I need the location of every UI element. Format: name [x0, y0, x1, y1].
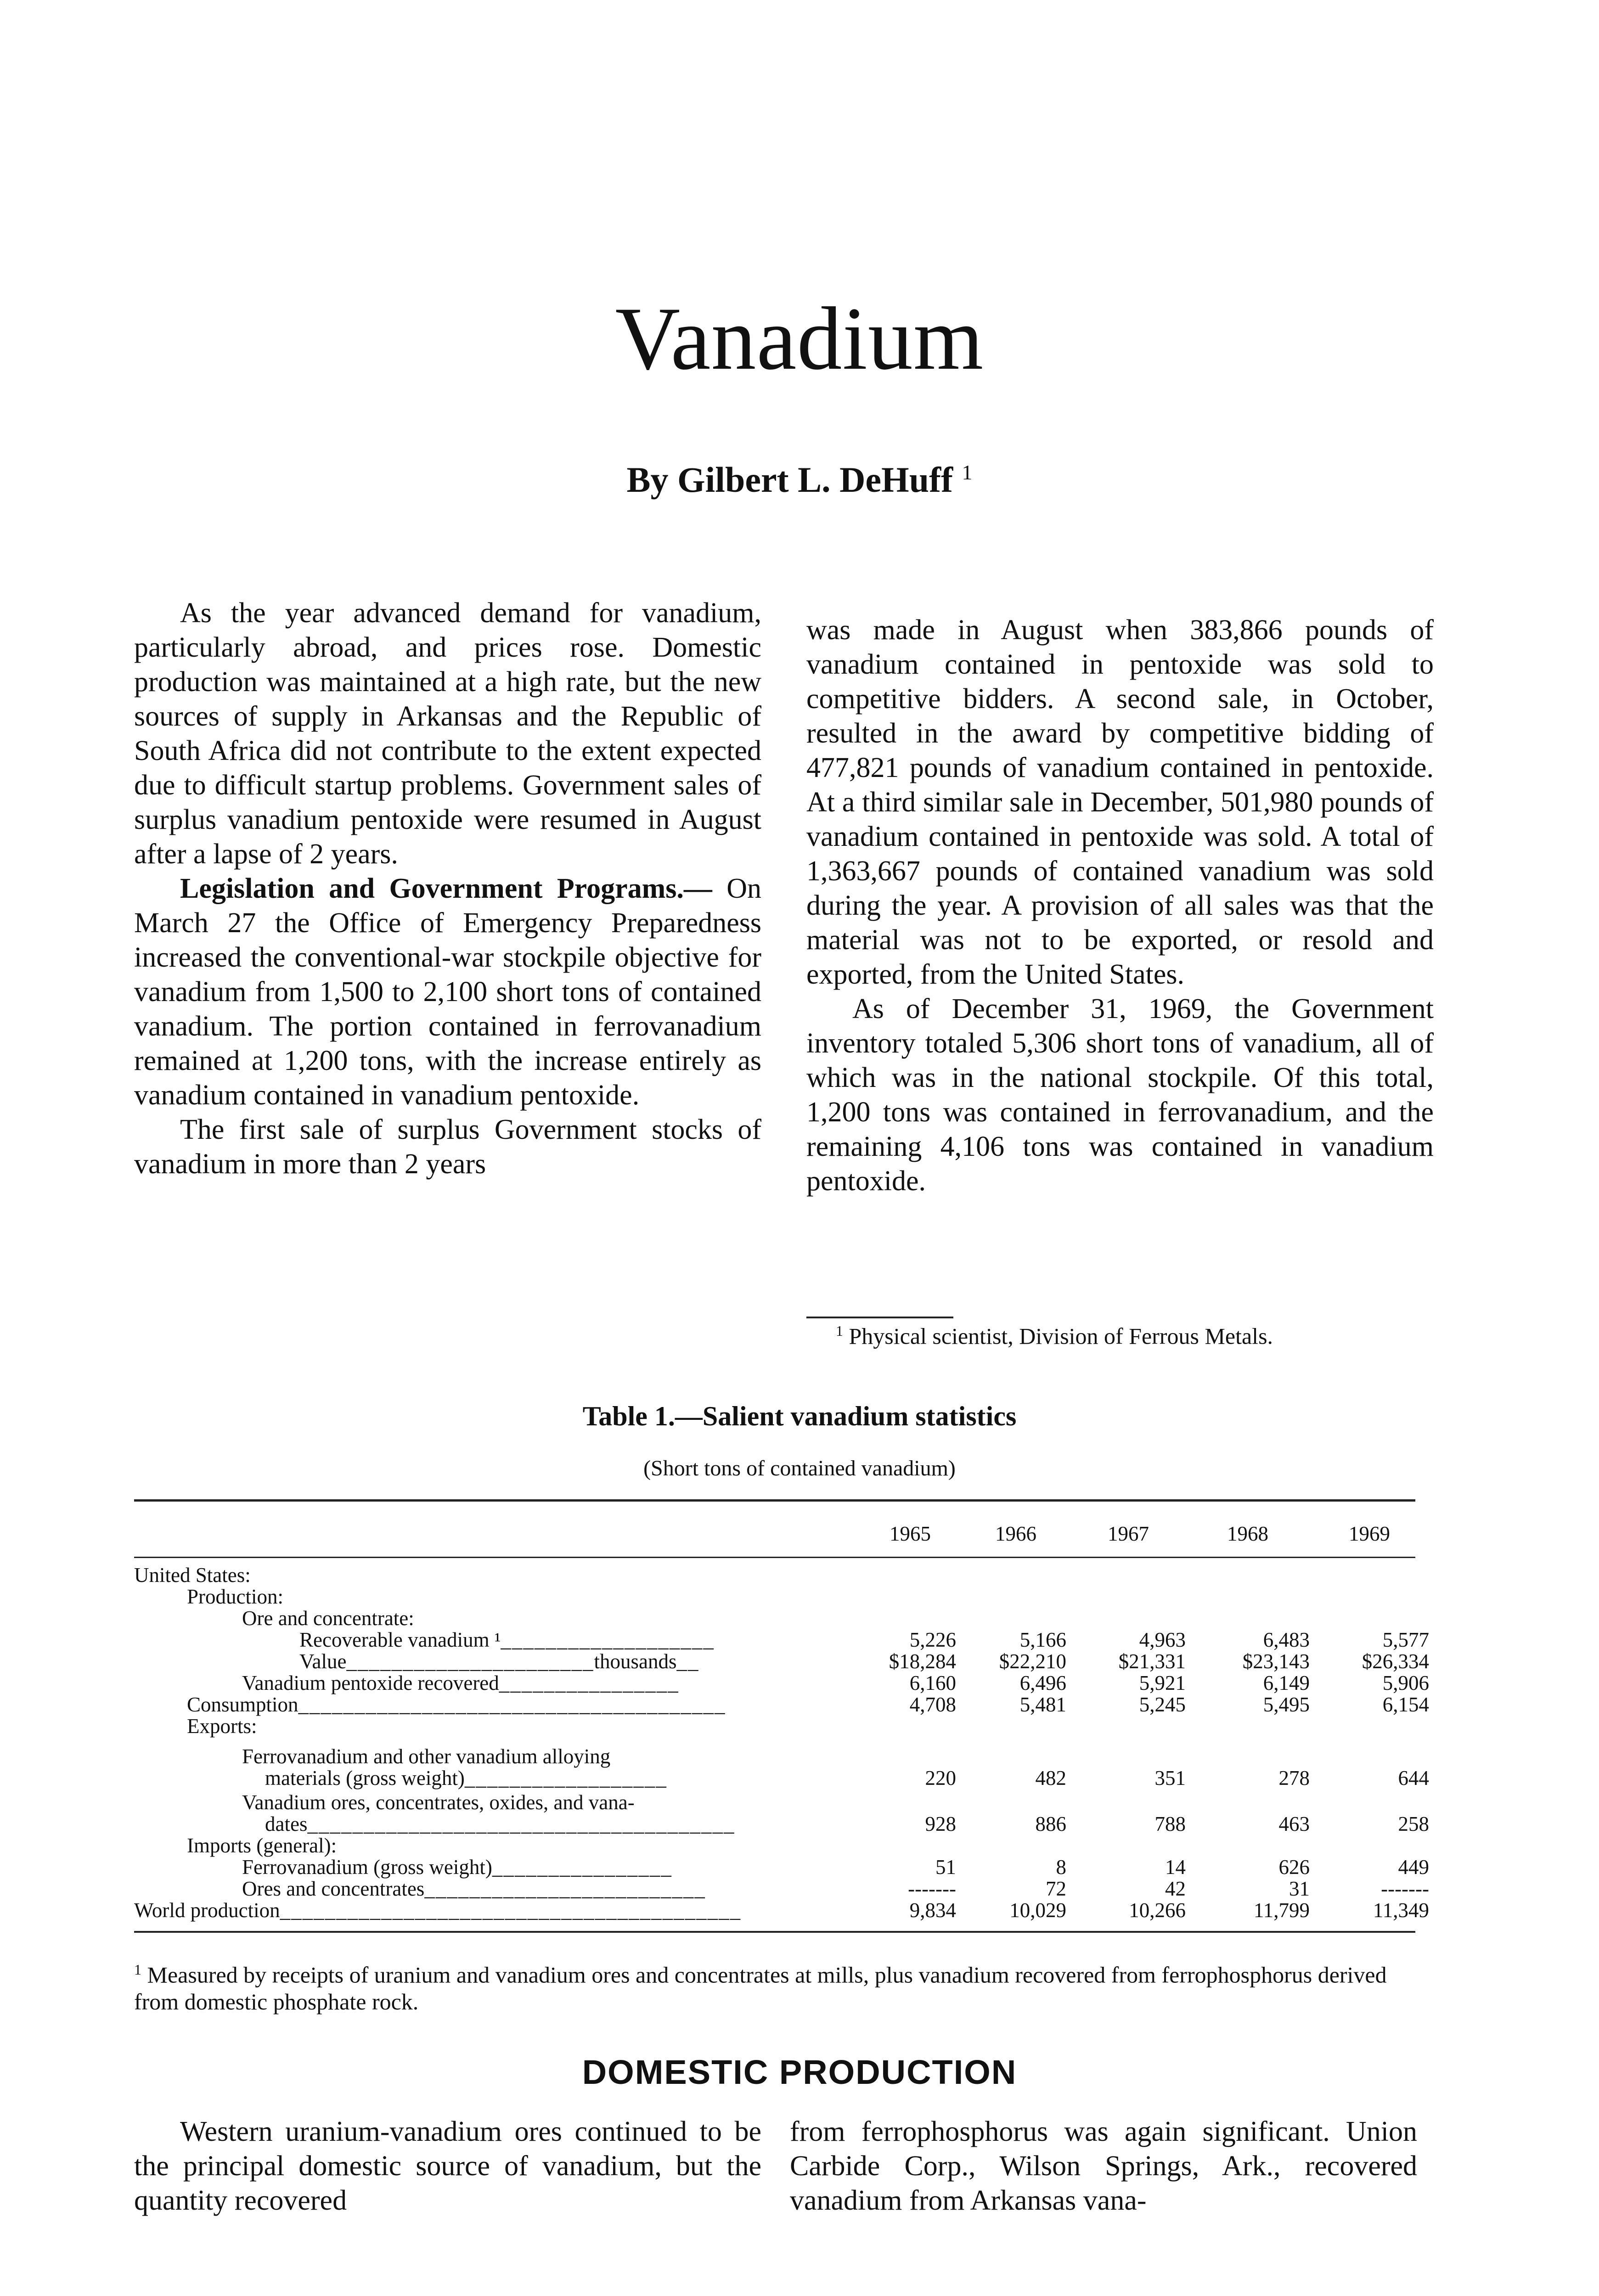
cell: 11,799: [1253, 1899, 1310, 1922]
row-label: materials (gross weight)__________________: [265, 1767, 667, 1790]
cell: 42: [1165, 1877, 1186, 1900]
table-row: [134, 1628, 1429, 1651]
table-bottom-rule: [134, 1931, 1415, 1933]
row-label: Vanadium ores, concentrates, oxides, and vana-: [242, 1791, 635, 1814]
byline: [0, 459, 1599, 501]
cell: 644: [1398, 1767, 1429, 1790]
cell: 626: [1278, 1856, 1310, 1879]
cell: 51: [935, 1856, 956, 1879]
row-label: Value______________________thousands__: [299, 1650, 699, 1673]
paragraph: from ferrophosphorus was again significant. Union Carbide Corp., Wilson Springs, Ark., recovered vanadium from Arkansas vana-: [790, 2116, 1417, 2216]
year-header: 1968: [1227, 1522, 1268, 1545]
year-header: 1969: [1349, 1522, 1390, 1545]
cell: $26,334: [1362, 1650, 1429, 1673]
table-header-row: [134, 1522, 1415, 1545]
cell: 10,266: [1129, 1899, 1186, 1922]
table-row: [134, 1715, 1415, 1738]
year-header: 1967: [1108, 1522, 1149, 1545]
cell: 449: [1398, 1856, 1429, 1879]
table-row: [134, 1585, 1415, 1608]
cell: 351: [1154, 1767, 1186, 1790]
table-row: [134, 1650, 1429, 1673]
cell: 5,226: [909, 1628, 956, 1651]
table-header-rule: [134, 1557, 1415, 1558]
cell: 482: [1035, 1767, 1066, 1790]
cell: 5,577: [1382, 1628, 1429, 1651]
row-label: Ferrovanadium and other vanadium alloying: [242, 1745, 611, 1768]
cell: $18,284: [889, 1650, 956, 1673]
paragraph: [134, 872, 761, 1113]
table-row: [134, 1812, 1429, 1835]
section-right-column: [790, 2115, 1417, 2218]
cell: 5,166: [1019, 1628, 1066, 1651]
row-label: Ores and concentrates_________________________: [242, 1877, 706, 1900]
cell: 31: [1289, 1877, 1310, 1900]
row-label: Imports (general):: [187, 1834, 337, 1857]
author-name: By Gilbert L. DeHuff: [626, 460, 953, 500]
cell: 278: [1278, 1767, 1310, 1790]
table-subtitle: (Short tons of contained vanadium): [643, 1456, 956, 1480]
cell: 4,708: [909, 1693, 956, 1716]
table-row: [134, 1856, 1429, 1879]
row-label: Ferrovanadium (gross weight)________________: [242, 1856, 672, 1879]
paragraph: As of December 31, 1969, the Government inventory totaled 5,306 short tons of vanadium, all of which was in the national stockpile. Of this total, 1,200 tons was contained in ferrovanadium, and the remaining 4,106 tons was contained in vanadium pentoxide.: [806, 993, 1434, 1197]
table-top-rule: [134, 1499, 1415, 1502]
footnote-divider: [806, 1317, 953, 1318]
cell: 928: [925, 1812, 956, 1835]
paragraph: The first sale of surplus Government stocks of vanadium in more than 2 years: [134, 1114, 761, 1180]
cell: 258: [1398, 1812, 1429, 1835]
row-label: Recoverable vanadium ¹___________________: [299, 1628, 715, 1651]
footnote-text: Physical scientist, Division of Ferrous Metals.: [849, 1323, 1273, 1349]
cell: 5,481: [1019, 1693, 1066, 1716]
page-title: Vanadium: [615, 289, 984, 388]
paragraph-heading: Legislation and Government Programs.—: [180, 873, 712, 904]
cell: 72: [1046, 1877, 1066, 1900]
cell: 5,495: [1263, 1693, 1310, 1716]
cell: -------: [1381, 1877, 1429, 1900]
section-left-column: [134, 2115, 761, 2218]
cell: 11,349: [1373, 1899, 1429, 1922]
table-row: [134, 1791, 1415, 1814]
cell: 886: [1035, 1812, 1066, 1835]
table-title: Table 1.—Salient vanadium statistics: [582, 1401, 1017, 1431]
row-label: Production:: [187, 1585, 283, 1608]
cell: 6,496: [1019, 1671, 1066, 1694]
paragraph-text: On March 27 the Office of Emergency Preparedness increased the conventional-war stockpile objective for vanadium from 1,500 to 2,100 short tons of contained vanadium. The portion contained in ferrovanadium remained at 1,200 tons, with the increase entirely as vanadium contained in vanadium pentoxide.: [134, 873, 762, 1111]
row-label: United States:: [134, 1564, 251, 1587]
author-footnote: [836, 1322, 1442, 1350]
cell: $21,331: [1118, 1650, 1186, 1673]
intro-right-column: [806, 613, 1434, 1199]
footnote-marker: 1: [134, 1961, 141, 1978]
table-row: [134, 1899, 1429, 1922]
cell: $23,143: [1242, 1650, 1310, 1673]
cell: 14: [1165, 1856, 1186, 1879]
table-row: [134, 1877, 1429, 1900]
table-row: [134, 1767, 1429, 1790]
cell: 5,245: [1139, 1693, 1186, 1716]
table-row: [134, 1607, 1415, 1630]
row-label: Consumption______________________________________: [187, 1693, 726, 1716]
paragraph: Western uranium-vanadium ores continued to be the principal domestic source of vanadium, but the quantity recovered: [134, 2116, 761, 2216]
row-label: Vanadium pentoxide recovered________________: [242, 1671, 679, 1694]
cell: 220: [925, 1767, 956, 1790]
paragraph: As the year advanced demand for vanadium, particularly abroad, and prices rose. Domestic production was maintained at a high rate, but the new sources of supply in Arkansas and the Republic of South Africa did not contribute to the extent expected due to difficult startup problems. Government sales of surplus vanadium pentoxide were resumed in August after a lapse of 2 years.: [134, 597, 761, 870]
intro-left-column: [134, 596, 761, 1182]
row-label: Exports:: [187, 1715, 257, 1738]
cell: -------: [908, 1877, 956, 1900]
table-footnote: [134, 1956, 1415, 2015]
footnote-marker: 1: [962, 461, 973, 484]
table-row: [134, 1564, 1415, 1587]
row-label: World production_________________________________________: [134, 1899, 742, 1922]
row-label: dates______________________________________: [265, 1812, 735, 1835]
cell: 6,483: [1263, 1628, 1310, 1651]
cell: 6,160: [909, 1671, 956, 1694]
cell: 4,963: [1139, 1628, 1186, 1651]
section-heading: DOMESTIC PRODUCTION: [582, 2053, 1017, 2091]
cell: $22,210: [999, 1650, 1066, 1673]
cell: 8: [1056, 1856, 1066, 1879]
cell: 5,921: [1139, 1671, 1186, 1694]
cell: 6,154: [1382, 1693, 1429, 1716]
year-header: 1965: [890, 1522, 931, 1545]
table-row: [134, 1693, 1429, 1716]
cell: 9,834: [909, 1899, 956, 1922]
cell: 5,906: [1382, 1671, 1429, 1694]
table-row: [134, 1745, 1415, 1768]
table-row: [134, 1834, 1415, 1857]
footnote-text: Measured by receipts of uranium and vanadium ores and concentrates at mills, plus vanadium recovered from ferrophosphorus derived from domestic phosphate rock.: [134, 1962, 1387, 2015]
year-header: 1966: [995, 1522, 1036, 1545]
row-label: Ore and concentrate:: [242, 1607, 414, 1630]
cell: 10,029: [1009, 1899, 1066, 1922]
cell: 788: [1154, 1812, 1186, 1835]
cell: 463: [1278, 1812, 1310, 1835]
footnote-marker: 1: [836, 1322, 843, 1339]
paragraph: was made in August when 383,866 pounds of vanadium contained in pentoxide was sold to competitive bidders. A second sale, in October, resulted in the award by competitive bidding of 477,821 pounds of vanadium contained in pentoxide. At a third similar sale in December, 501,980 pounds of vanadium contained in pentoxide was sold. A total of 1,363,667 pounds of contained vanadium was sold during the year. A provision of all sales was that the material was not to be exported, or resold and exported, from the United States.: [806, 614, 1434, 990]
table-row: [134, 1671, 1429, 1694]
cell: 6,149: [1263, 1671, 1310, 1694]
